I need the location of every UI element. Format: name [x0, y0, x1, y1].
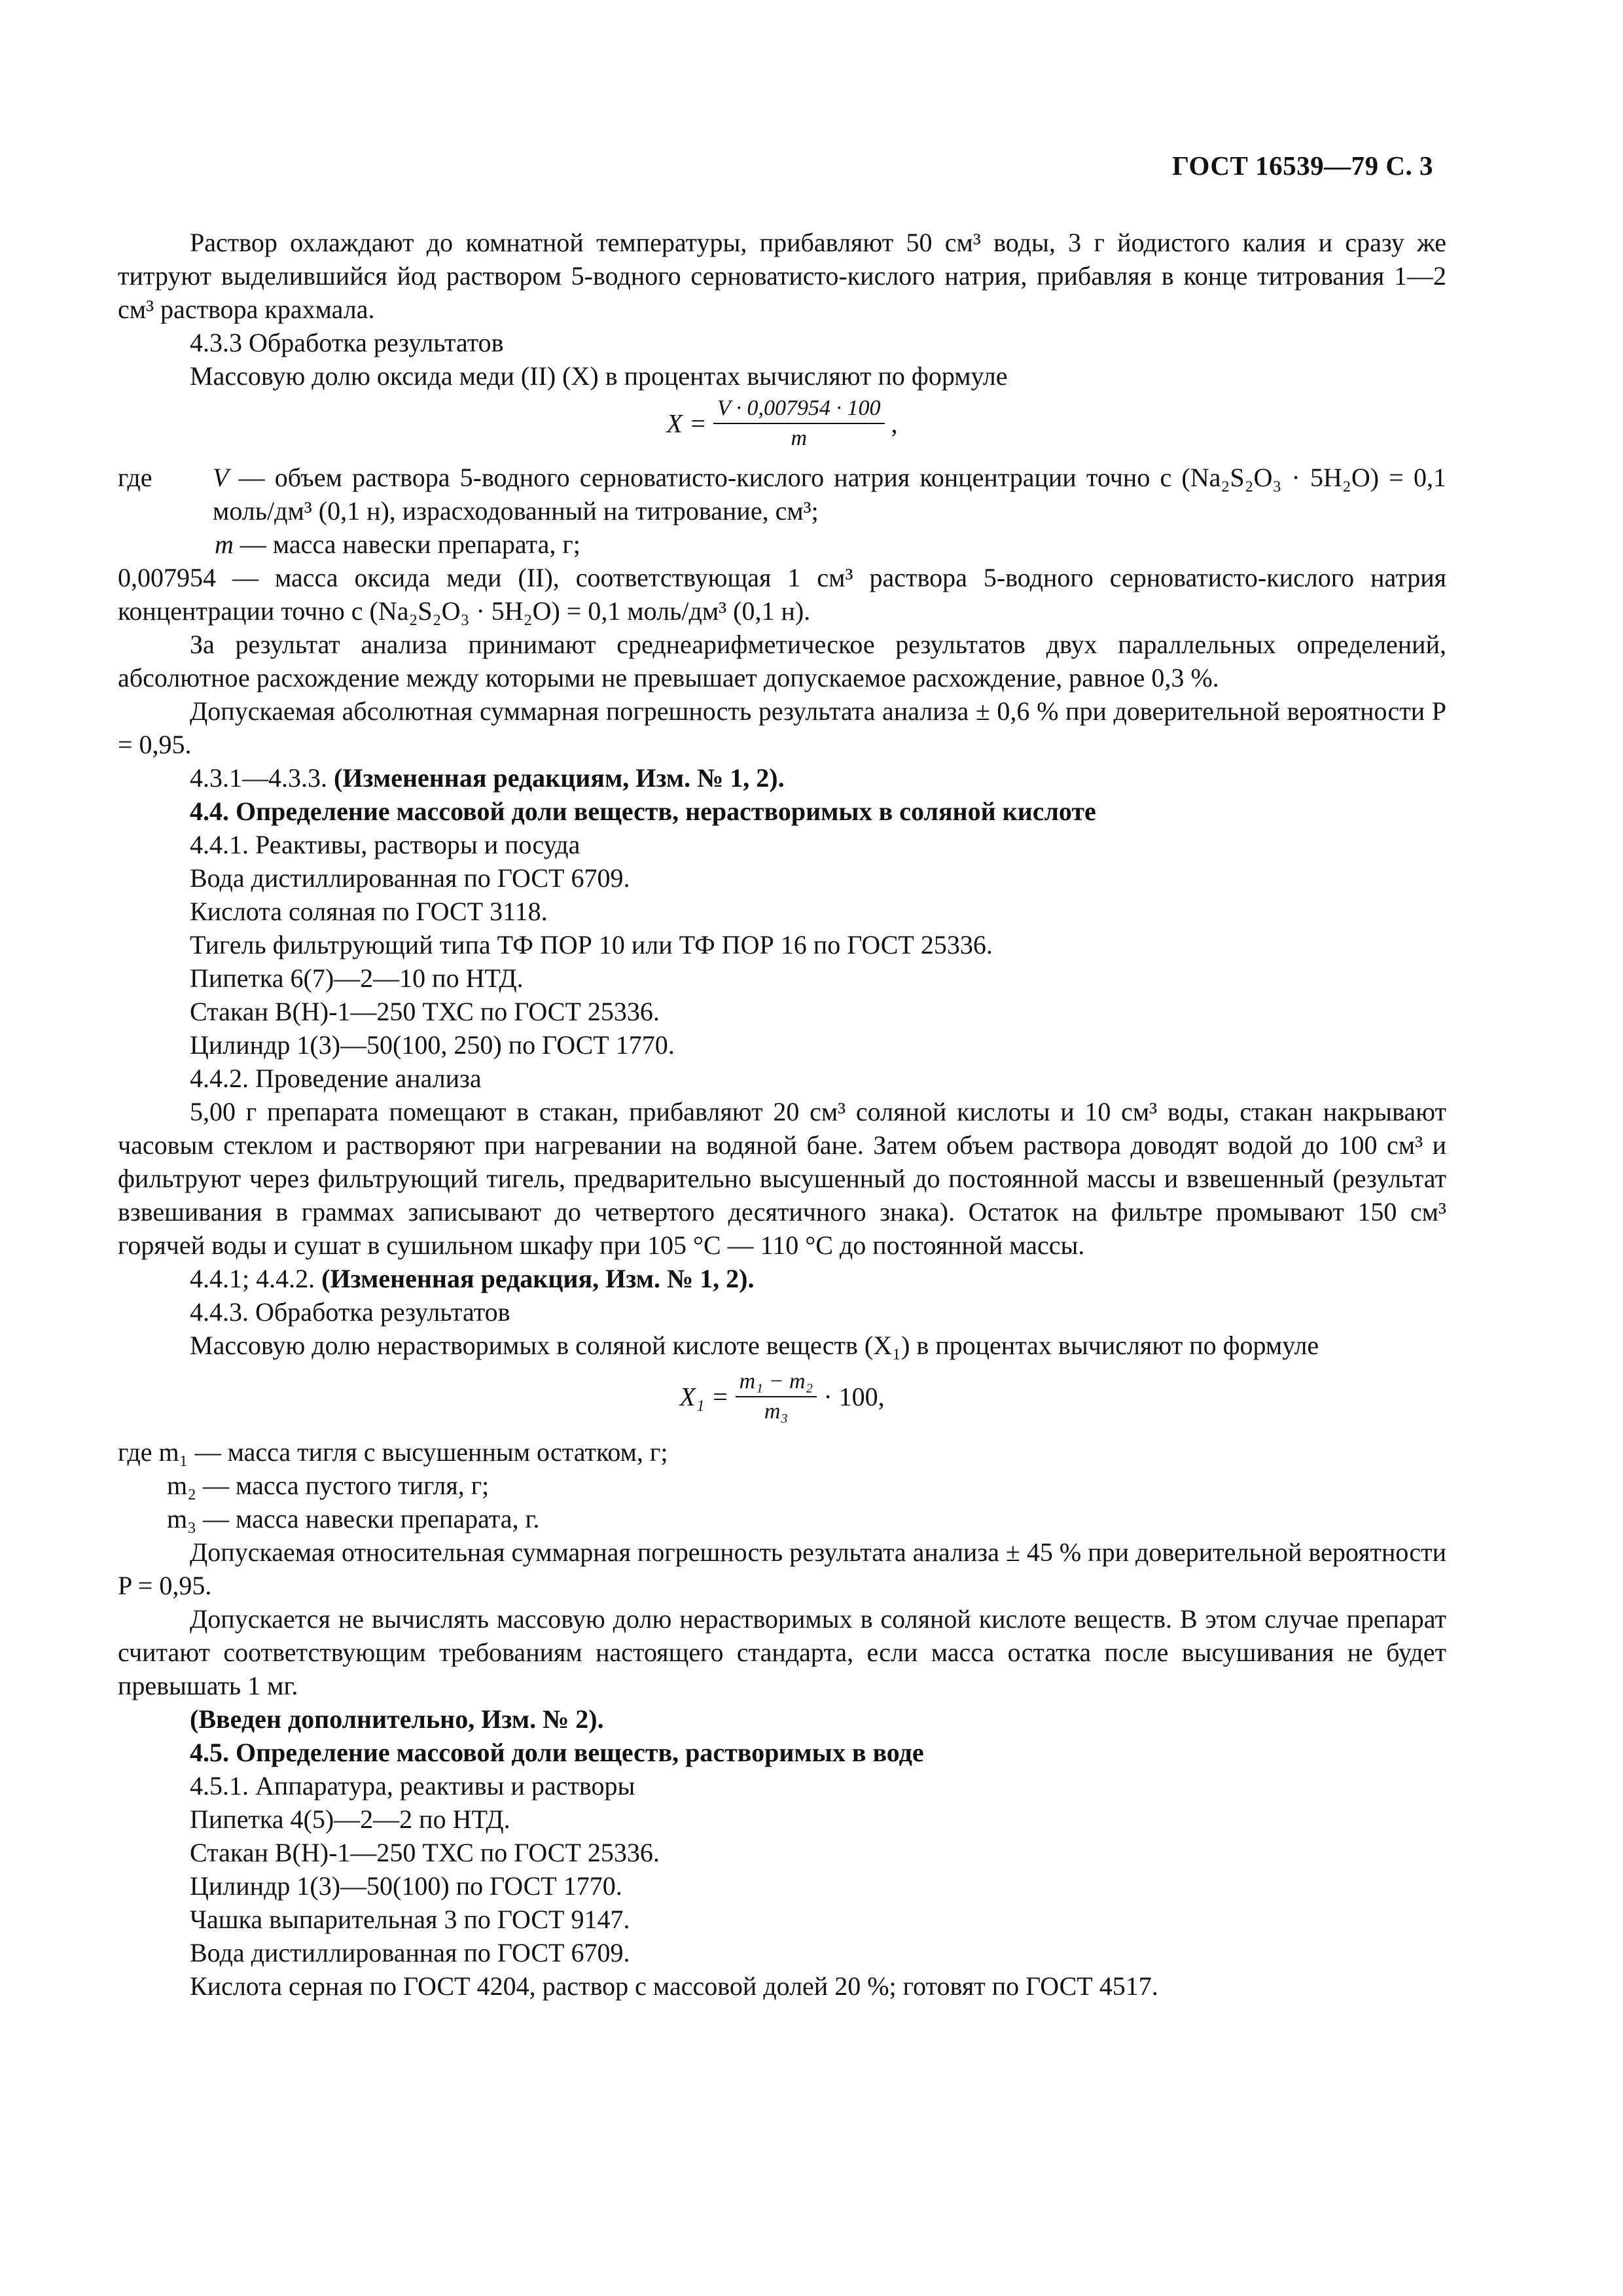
formula-2-denominator: m₃ — [764, 1399, 789, 1424]
paragraph-4-3-3: Массовую долю оксида меди (II) (X) в процентах вычисляют по формуле — [190, 361, 1008, 391]
definition-v — [118, 461, 1446, 528]
paragraph-error-1: Допускаемая абсолютная суммарная погрешность результата анализа ± 0,6 % при доверительной вероятности P = 0,95. — [118, 696, 1446, 759]
edit-note-2-ref: 4.4.1; 4.4.2. — [190, 1264, 315, 1293]
paragraph-allowed: Допускается не вычислять массовую долю нерастворимых в соляной кислоте веществ. В этом случае препарат считают соответствующим требованиям настоящего стандарта, если масса остатка после высушивания не будет превышать 1 мг. — [118, 1604, 1446, 1700]
heading-4-3-3: 4.3.3 Обработка результатов — [190, 328, 504, 357]
paragraph-result: За результат анализа принимают среднеарифметическое результатов двух параллельных определений, абсолютное расхождение между которыми не превышает допускаемое расхождение, равное 0,3 %. — [118, 630, 1446, 692]
definition-constant-label: 0,007954 — [118, 563, 216, 592]
edit-note-1-text: (Измененная редакциям, Изм. № 1, 2). — [334, 763, 785, 793]
definition-m3: m₃ — масса навески препарата, г. — [167, 1504, 540, 1534]
heading-4-4-1: 4.4.1. Реактивы, растворы и посуда — [190, 830, 580, 859]
formula-denominator: m — [791, 426, 807, 450]
where-label: где — [118, 463, 152, 492]
list-4-5-1 — [118, 1803, 1446, 2003]
list-item: Тигель фильтрующий типа ТФ ПОР 10 или ТФ ПОР 16 по ГОСТ 25336. — [190, 930, 993, 960]
formula-2-fraction — [736, 1367, 817, 1426]
list-item: Пипетка 4(5)—2—2 по НТД. — [190, 1804, 510, 1834]
list-item: Пипетка 6(7)—2—10 по НТД. — [190, 963, 524, 993]
definition-m2: m₂ — масса пустого тигля, г; — [167, 1471, 490, 1500]
definition-v-text: — объем раствора 5-водного серноватисто-кислого натрия концентрации точно c (Na₂S₂O₃ · 5H₂O) = 0,1 моль/дм³ (0,1 н), израсходованный на титрование, см³; — [213, 463, 1447, 526]
edit-note-2-text: (Измененная редакция, Изм. № 1, 2). — [321, 1264, 755, 1293]
heading-4-5-1: 4.5.1. Аппаратура, реактивы и растворы — [190, 1771, 635, 1801]
list-item: Кислота серная по ГОСТ 4204, раствор с массовой долей 20 %; готовят по ГОСТ 4517. — [190, 1971, 1158, 2001]
formula-2-lhs: X₁ = — [679, 1382, 729, 1412]
running-header: ГОСТ 16539—79 С. 3 — [1171, 151, 1433, 181]
page-body — [118, 226, 1446, 2003]
list-item: Чашка выпарительная 3 по ГОСТ 9147. — [190, 1905, 630, 1934]
definition-constant — [118, 561, 1446, 628]
paragraph-4-4-2: 5,00 г препарата помещают в стакан, прибавляют 20 см³ соляной кислоты и 10 см³ воды, стакан накрывают часовым стеклом и растворяют при нагревании на водяной бане. Затем объем раствора доводят водой до 100 см³ и фильтруют через фильтрующий тигель, предварительно высушенный до постоянной массы и взвешенный (результат взвешивания в граммах записывают до четвертого десятичного знака). Остаток на фильтре промывают 150 см³ горячей воды и сушат в сушильном шкафу при 105 °С — 110 °С до постоянной массы. — [118, 1097, 1446, 1260]
variable-definitions — [118, 461, 1446, 628]
list-item: Цилиндр 1(3)—50(100) по ГОСТ 1770. — [190, 1871, 622, 1901]
definition-m-text: — масса навески препарата, г; — [240, 529, 580, 559]
heading-4-4-3: 4.4.3. Обработка результатов — [190, 1297, 510, 1327]
list-item: Вода дистиллированная по ГОСТ 6709. — [190, 863, 630, 893]
edit-note-1 — [118, 761, 1446, 795]
formula-numerator: V · 0,007954 · 100 — [713, 394, 885, 424]
heading-4-4: 4.4. Определение массовой доли веществ, нерастворимых в соляной кислоте — [190, 797, 1096, 826]
definition-m1: где m₁ — масса тигля с высушенным остатком, г; — [118, 1437, 668, 1467]
heading-4-4-2: 4.4.2. Проведение анализа — [190, 1064, 482, 1093]
definition-constant-text: — масса оксида меди (II), соответствующая 1 см³ раствора 5-водного серноватисто-кислого натрия концентрации точно c (Na₂S₂O₃ · 5H₂O) = 0,1 моль/дм³ (0,1 н). — [118, 563, 1447, 626]
list-item: Стакан В(Н)-1—250 ТХС по ГОСТ 25336. — [190, 1838, 660, 1867]
paragraph-intro: Раствор охлаждают до комнатной температуры, прибавляют 50 см³ воды, 3 г йодистого калия и сразу же титруют выделившийся йод раствором 5-водного серноватисто-кислого натрия, прибавляя в конце титрования 1—2 см³ раствора крахмала. — [118, 228, 1446, 324]
list-item: Вода дистиллированная по ГОСТ 6709. — [190, 1938, 630, 1967]
edit-note-1-ref: 4.3.1—4.3.3. — [190, 763, 327, 793]
formula-2-tail: · 100, — [823, 1382, 885, 1412]
formula-lhs: X = — [666, 408, 707, 439]
formula-copper-oxide — [118, 394, 1446, 453]
paragraph-4-4-3: Массовую долю нерастворимых в соляной кислоте веществ (X₁) в процентах вычисляют по формуле — [190, 1331, 1319, 1360]
list-item: Цилиндр 1(3)—50(100, 250) по ГОСТ 1770. — [190, 1030, 675, 1060]
list-item: Кислота соляная по ГОСТ 3118. — [190, 897, 548, 926]
formula-2-numerator: m₁ − m₂ — [736, 1367, 817, 1397]
edit-note-3: (Введен дополнительно, Изм. № 2). — [190, 1704, 604, 1734]
formula-insoluble — [118, 1367, 1446, 1426]
formula-fraction — [713, 394, 885, 453]
definition-m-label: m — [215, 529, 234, 559]
definition-m — [215, 528, 1446, 561]
formula-tail: , — [891, 408, 898, 439]
heading-4-5: 4.5. Определение массовой доли веществ, растворимых в воде — [190, 1738, 924, 1767]
definition-v-label: V — [213, 463, 229, 492]
list-4-4-1 — [118, 861, 1446, 1062]
list-item: Стакан В(Н)-1—250 ТХС по ГОСТ 25336. — [190, 997, 660, 1026]
edit-note-2 — [118, 1262, 1446, 1295]
paragraph-error-2: Допускаемая относительная суммарная погрешность результата анализа ± 45 % при доверительной вероятности P = 0,95. — [118, 1537, 1446, 1600]
